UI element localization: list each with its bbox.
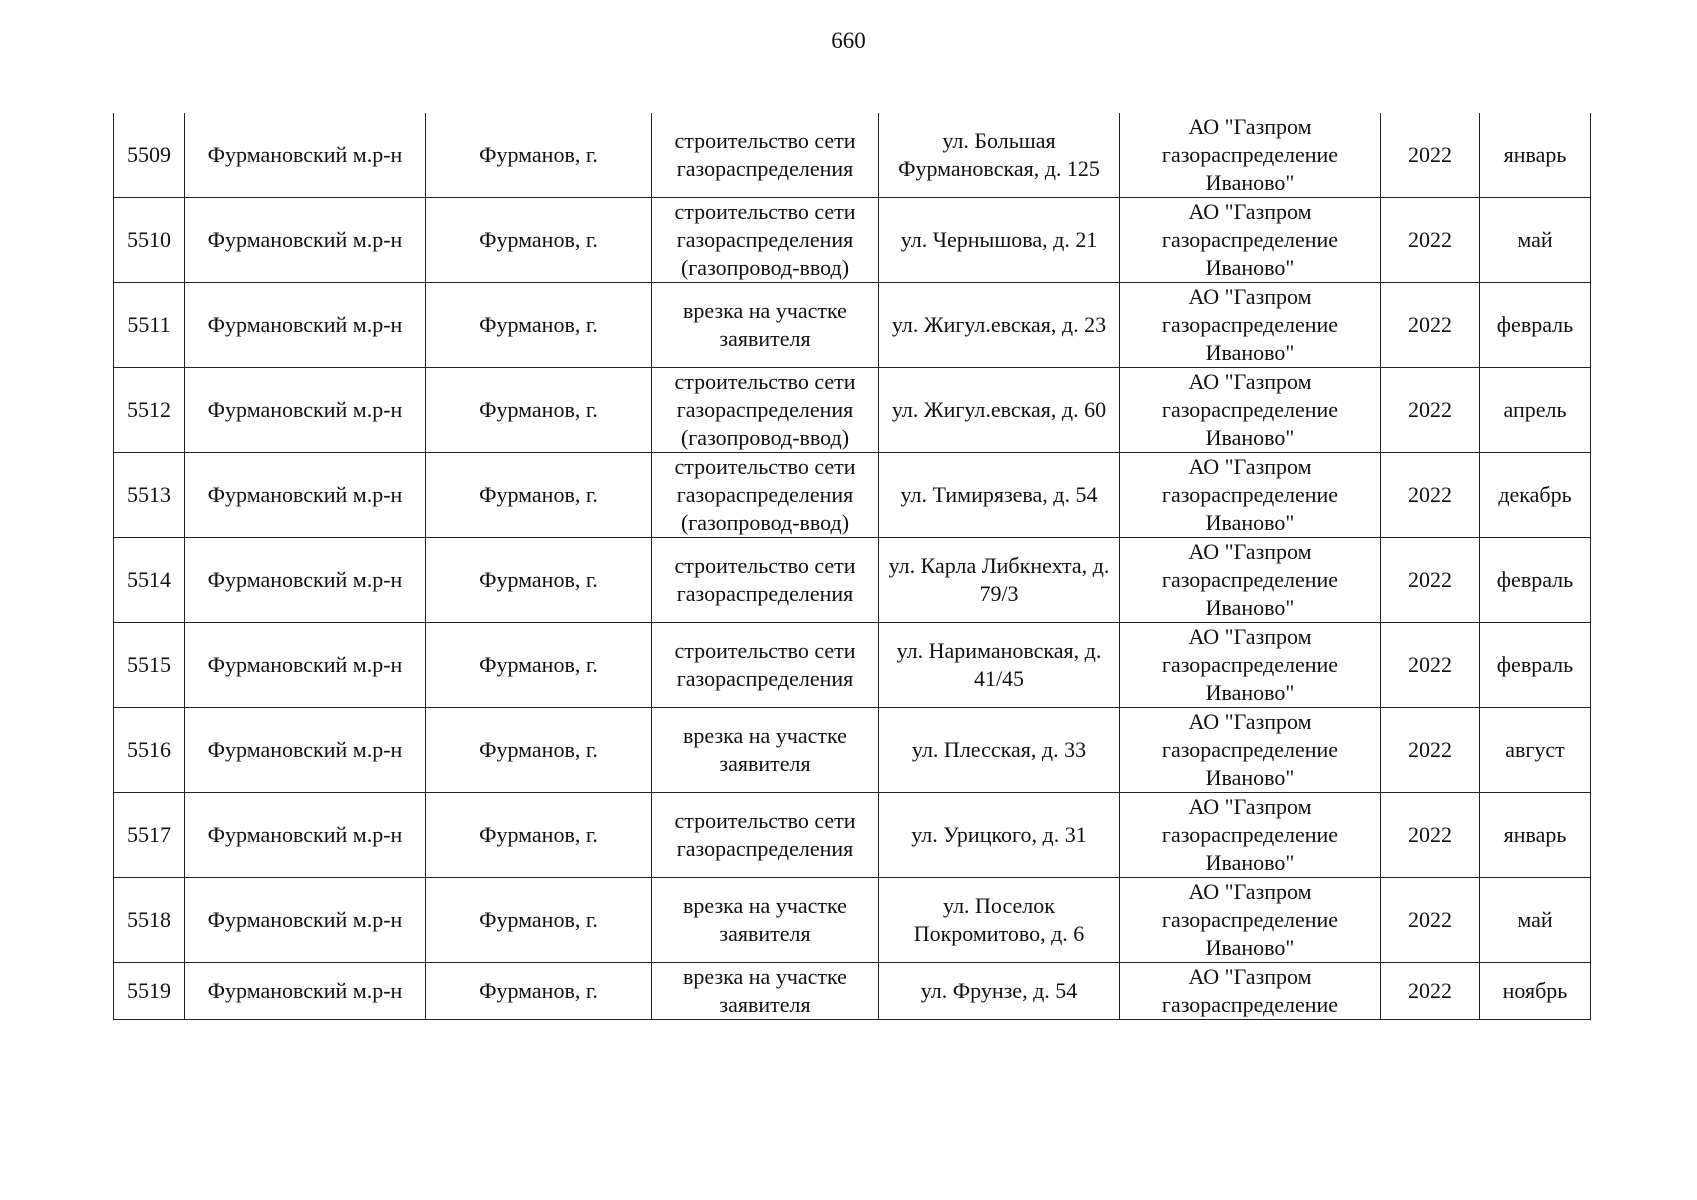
cell-address-text: ул. Жигул.евская, д. 60: [891, 397, 1107, 422]
cell-district-text: Фурмановский м.р-н: [207, 142, 403, 167]
cell-locality-text: Фурманов, г.: [479, 227, 598, 252]
cell-year-text: 2022: [1408, 822, 1452, 847]
cell-district-text: Фурмановский м.р-н: [207, 652, 403, 677]
cell-month: [1480, 623, 1591, 708]
cell-month-text: апрель: [1503, 397, 1567, 422]
cell-district-text: Фурмановский м.р-н: [207, 978, 403, 1003]
cell-address-text: ул. Наримановская, д. 41/45: [896, 638, 1102, 691]
cell-address-text: ул. Поселок Покромитово, д. 6: [913, 893, 1085, 946]
cell-district-text: Фурмановский м.р-н: [207, 312, 403, 337]
cell-month: [1480, 453, 1591, 538]
cell-number-text: 5513: [127, 482, 171, 507]
cell-address-text: ул. Большая Фурмановская, д. 125: [898, 128, 1100, 181]
cell-month-text: февраль: [1496, 652, 1574, 677]
cell-year: [1381, 198, 1480, 283]
table-row: [114, 878, 1591, 963]
cell-locality: [426, 538, 652, 623]
cell-address: [879, 283, 1120, 368]
cell-locality: [426, 283, 652, 368]
cell-number-text: 5509: [127, 142, 171, 167]
cell-district: [185, 113, 426, 198]
table-row: [114, 538, 1591, 623]
cell-address: [879, 963, 1120, 1020]
cell-month: [1480, 283, 1591, 368]
cell-month-text: август: [1505, 737, 1565, 762]
cell-organization-text: АО "Газпром газораспределение Иваново": [1161, 369, 1339, 450]
cell-locality: [426, 368, 652, 453]
cell-address: [879, 538, 1120, 623]
cell-month-text: май: [1517, 907, 1553, 932]
cell-number: [114, 963, 185, 1020]
cell-year-text: 2022: [1408, 652, 1452, 677]
cell-address: [879, 113, 1120, 198]
cell-number: [114, 793, 185, 878]
cell-number: [114, 708, 185, 793]
cell-organization: [1120, 538, 1381, 623]
cell-organization-text: АО "Газпром газораспределение Иваново": [1161, 199, 1339, 280]
cell-work-type: [652, 878, 879, 963]
cell-district: [185, 453, 426, 538]
cell-work-type: [652, 708, 879, 793]
cell-organization: [1120, 198, 1381, 283]
cell-locality-text: Фурманов, г.: [479, 397, 598, 422]
cell-month: [1480, 368, 1591, 453]
cell-year: [1381, 963, 1480, 1020]
cell-year-text: 2022: [1408, 567, 1452, 592]
cell-work-type-text: строительство сети газораспределения: [674, 638, 856, 691]
cell-year-text: 2022: [1408, 737, 1452, 762]
cell-district-text: Фурмановский м.р-н: [207, 822, 403, 847]
cell-locality: [426, 878, 652, 963]
cell-address-text: ул. Карла Либкнехта, д. 79/3: [888, 553, 1110, 606]
cell-locality-text: Фурманов, г.: [479, 567, 598, 592]
cell-number-text: 5514: [127, 567, 171, 592]
cell-year: [1381, 878, 1480, 963]
cell-number-text: 5517: [127, 822, 171, 847]
cell-year-text: 2022: [1408, 227, 1452, 252]
cell-month-text: май: [1517, 227, 1553, 252]
cell-work-type: [652, 793, 879, 878]
cell-number-text: 5511: [127, 312, 171, 337]
table-row: [114, 708, 1591, 793]
cell-work-type: [652, 113, 879, 198]
cell-number-text: 5515: [127, 652, 171, 677]
table-row: [114, 368, 1591, 453]
cell-number-text: 5512: [127, 397, 171, 422]
cell-work-type-text: врезка на участке заявителя: [683, 723, 847, 776]
cell-work-type-text: строительство сети газораспределения (газопровод-ввод): [674, 199, 856, 280]
cell-address-text: ул. Тимирязева, д. 54: [900, 482, 1098, 507]
cell-organization: [1120, 368, 1381, 453]
cell-number-text: 5510: [127, 227, 171, 252]
cell-month-text: январь: [1503, 142, 1567, 167]
cell-address: [879, 198, 1120, 283]
cell-year: [1381, 113, 1480, 198]
cell-address-text: ул. Плесская, д. 33: [911, 737, 1087, 762]
cell-organization: [1120, 623, 1381, 708]
cell-year: [1381, 453, 1480, 538]
cell-address: [879, 623, 1120, 708]
cell-district: [185, 198, 426, 283]
cell-locality-text: Фурманов, г.: [479, 978, 598, 1003]
cell-number: [114, 368, 185, 453]
cell-district: [185, 368, 426, 453]
gasification-table: [113, 113, 1591, 1020]
table-row: [114, 113, 1591, 198]
cell-organization: [1120, 878, 1381, 963]
cell-locality: [426, 963, 652, 1020]
cell-work-type: [652, 368, 879, 453]
cell-work-type-text: строительство сети газораспределения: [674, 128, 856, 181]
cell-address: [879, 793, 1120, 878]
cell-month: [1480, 963, 1591, 1020]
cell-number: [114, 283, 185, 368]
cell-year-text: 2022: [1408, 482, 1452, 507]
cell-district: [185, 878, 426, 963]
cell-locality-text: Фурманов, г.: [479, 737, 598, 762]
cell-work-type-text: врезка на участке заявителя: [683, 964, 847, 1017]
table-row: [114, 963, 1591, 1020]
cell-work-type-text: строительство сети газораспределения: [674, 553, 856, 606]
cell-locality: [426, 453, 652, 538]
cell-month-text: февраль: [1496, 312, 1574, 337]
cell-organization-text: АО "Газпром газораспределение Иваново": [1161, 454, 1339, 535]
cell-district-text: Фурмановский м.р-н: [207, 227, 403, 252]
cell-number-text: 5519: [127, 978, 171, 1003]
cell-district-text: Фурмановский м.р-н: [207, 737, 403, 762]
cell-year: [1381, 283, 1480, 368]
cell-number: [114, 453, 185, 538]
cell-year: [1381, 793, 1480, 878]
table-row: [114, 283, 1591, 368]
cell-number-text: 5516: [127, 737, 171, 762]
cell-address: [879, 368, 1120, 453]
cell-year-text: 2022: [1408, 978, 1452, 1003]
cell-organization-text: АО "Газпром газораспределение Иваново": [1161, 624, 1339, 705]
cell-year-text: 2022: [1408, 907, 1452, 932]
cell-address: [879, 708, 1120, 793]
cell-district: [185, 793, 426, 878]
cell-district-text: Фурмановский м.р-н: [207, 482, 403, 507]
cell-number: [114, 113, 185, 198]
cell-work-type: [652, 538, 879, 623]
cell-month: [1480, 708, 1591, 793]
cell-organization-text: АО "Газпром газораспределение: [1161, 964, 1339, 1017]
cell-work-type: [652, 198, 879, 283]
cell-organization-text: АО "Газпром газораспределение Иваново": [1161, 284, 1339, 365]
cell-address-text: ул. Чернышова, д. 21: [900, 227, 1098, 252]
cell-locality: [426, 623, 652, 708]
page-number: 660: [831, 28, 866, 53]
table-row: [114, 793, 1591, 878]
cell-locality-text: Фурманов, г.: [479, 312, 598, 337]
cell-month-text: февраль: [1496, 567, 1574, 592]
cell-number-text: 5518: [127, 907, 171, 932]
cell-organization: [1120, 283, 1381, 368]
cell-district: [185, 538, 426, 623]
cell-year: [1381, 708, 1480, 793]
cell-work-type: [652, 963, 879, 1020]
cell-work-type-text: строительство сети газораспределения: [674, 808, 856, 861]
cell-district: [185, 283, 426, 368]
cell-organization: [1120, 708, 1381, 793]
cell-work-type: [652, 283, 879, 368]
cell-work-type-text: врезка на участке заявителя: [683, 893, 847, 946]
cell-district-text: Фурмановский м.р-н: [207, 907, 403, 932]
cell-month-text: декабрь: [1498, 482, 1572, 507]
cell-year: [1381, 538, 1480, 623]
cell-number: [114, 878, 185, 963]
cell-organization-text: АО "Газпром газораспределение Иваново": [1161, 114, 1339, 195]
cell-organization: [1120, 793, 1381, 878]
cell-month: [1480, 113, 1591, 198]
cell-district: [185, 963, 426, 1020]
cell-organization-text: АО "Газпром газораспределение Иваново": [1161, 709, 1339, 790]
cell-locality-text: Фурманов, г.: [479, 482, 598, 507]
cell-locality: [426, 708, 652, 793]
cell-address-text: ул. Урицкого, д. 31: [911, 822, 1087, 847]
cell-month: [1480, 198, 1591, 283]
cell-organization: [1120, 453, 1381, 538]
table-row: [114, 453, 1591, 538]
cell-locality: [426, 113, 652, 198]
cell-number: [114, 198, 185, 283]
cell-work-type-text: врезка на участке заявителя: [683, 298, 847, 351]
cell-district-text: Фурмановский м.р-н: [207, 567, 403, 592]
cell-organization: [1120, 113, 1381, 198]
cell-number: [114, 623, 185, 708]
cell-organization-text: АО "Газпром газораспределение Иваново": [1161, 879, 1339, 960]
table-row: [114, 198, 1591, 283]
cell-month: [1480, 538, 1591, 623]
cell-district: [185, 708, 426, 793]
cell-work-type: [652, 453, 879, 538]
cell-address: [879, 878, 1120, 963]
cell-locality-text: Фурманов, г.: [479, 652, 598, 677]
cell-year-text: 2022: [1408, 397, 1452, 422]
cell-address: [879, 453, 1120, 538]
cell-month: [1480, 793, 1591, 878]
cell-locality: [426, 793, 652, 878]
cell-locality-text: Фурманов, г.: [479, 907, 598, 932]
cell-year-text: 2022: [1408, 142, 1452, 167]
cell-locality-text: Фурманов, г.: [479, 142, 598, 167]
cell-locality-text: Фурманов, г.: [479, 822, 598, 847]
cell-year-text: 2022: [1408, 312, 1452, 337]
cell-work-type: [652, 623, 879, 708]
cell-district: [185, 623, 426, 708]
cell-address-text: ул. Жигул.евская, д. 23: [891, 312, 1107, 337]
cell-number: [114, 538, 185, 623]
cell-year: [1381, 368, 1480, 453]
cell-organization-text: АО "Газпром газораспределение Иваново": [1161, 539, 1339, 620]
cell-work-type-text: строительство сети газораспределения (газопровод-ввод): [674, 369, 856, 450]
cell-month-text: январь: [1503, 822, 1567, 847]
cell-locality: [426, 198, 652, 283]
cell-work-type-text: строительство сети газораспределения (газопровод-ввод): [674, 454, 856, 535]
cell-year: [1381, 623, 1480, 708]
cell-organization-text: АО "Газпром газораспределение Иваново": [1161, 794, 1339, 875]
table-row: [114, 623, 1591, 708]
cell-month-text: ноябрь: [1502, 978, 1568, 1003]
cell-district-text: Фурмановский м.р-н: [207, 397, 403, 422]
cell-address-text: ул. Фрунзе, д. 54: [920, 978, 1078, 1003]
table-body: [114, 113, 1591, 1020]
cell-organization: [1120, 963, 1381, 1020]
cell-month: [1480, 878, 1591, 963]
